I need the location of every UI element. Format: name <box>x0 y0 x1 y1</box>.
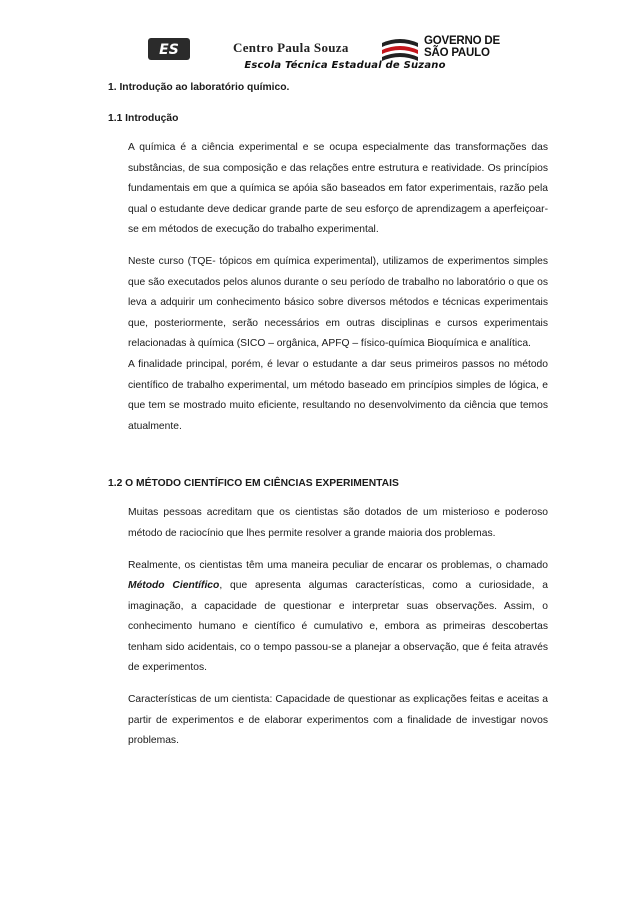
governo-line2: SÃO PAULO <box>424 47 490 59</box>
school-name <box>0 60 638 71</box>
svg-text:ES: ES <box>159 42 179 58</box>
governo-sao-paulo-logo <box>424 35 500 59</box>
paragraph-2: Neste curso (TQE- tópicos em química experimental), utilizamos de experimentos simples que são executados pelos alunos durante o seu período de trabalho no laboratório o que os leva a adquirir um conhecimento básico sobre diversos métodos e técnicas experimentais que, posteriormente, serão necessários em outras disciplinas e cursos experimentais relacionadas à química (SICO – orgânica, APFQ – físico-química Bioquímica e analítica. <box>128 255 548 350</box>
paragraph-5-start: Realmente, os cientistas têm uma maneira peculiar de encarar os problemas, o chamado <box>128 559 548 571</box>
document-body <box>108 77 548 752</box>
section-1-title: 1. Introdução ao laboratório químico. <box>108 82 290 93</box>
section-1-1-title: 1.1 Introdução <box>108 113 179 124</box>
paragraph-5 <box>128 556 548 680</box>
paragraph-3: A finalidade principal, porém, é levar o estudante a dar seus primeiros passos no método científico de trabalho experimental, um método baseado em princípios simples de lógica, e que tem se mostrado muito eficiente, resultando no desenvolvimento da ciência que temos atualmente. <box>128 358 548 432</box>
school-name-text: Escola Técnica Estadual de Suzano <box>244 60 446 71</box>
paragraph-6: Características de um cientista: Capacidade de questionar as explicações feitas e aceitas a partir de experimentos e de elaborar experimentos com a finalidade de investigar novos problemas. <box>128 694 548 747</box>
metodo-cientifico-emphasis: Método Científico <box>128 580 220 592</box>
page-header <box>0 28 638 76</box>
section-1-2-title: 1.2 O MÉTODO CIENTÍFICO EM CIÊNCIAS EXPERIMENTAIS <box>108 478 399 490</box>
governo-line1: GOVERNO DE <box>424 35 500 47</box>
paragraph-1: A química é a ciência experimental e se ocupa especialmente das transformações das substâncias, de sua composição e das relações entre estrutura e reatividade. Os princípios fundamentais em que a química se apóia são baseados em fator experimentais, razão pela qual o estudante deve dedicar grande parte de seu esforço de aprendizagem a aperfeiçoar-se em métodos de execução do trabalho experimental. <box>128 142 548 236</box>
ets-logo-icon <box>148 38 190 60</box>
paragraph-5-end: , que apresenta algumas características, como a curiosidade, a imaginação, a capacidade de questionar e interpretar suas observações. Assim, o conhecimento humano e científico é cumulativo e, embora as primeiras descobertas tenham sido acidentais, co o tempo passou-se a planejar a observação, que é feita através de experimentos. <box>128 580 548 674</box>
paragraph-4: Muitas pessoas acreditam que os cientistas são dotados de um misterioso e poderoso método de raciocínio que lhes permite resolver a grande maioria dos problemas. <box>128 507 548 539</box>
centro-paula-souza-logo: Centro Paula Souza <box>233 40 349 55</box>
